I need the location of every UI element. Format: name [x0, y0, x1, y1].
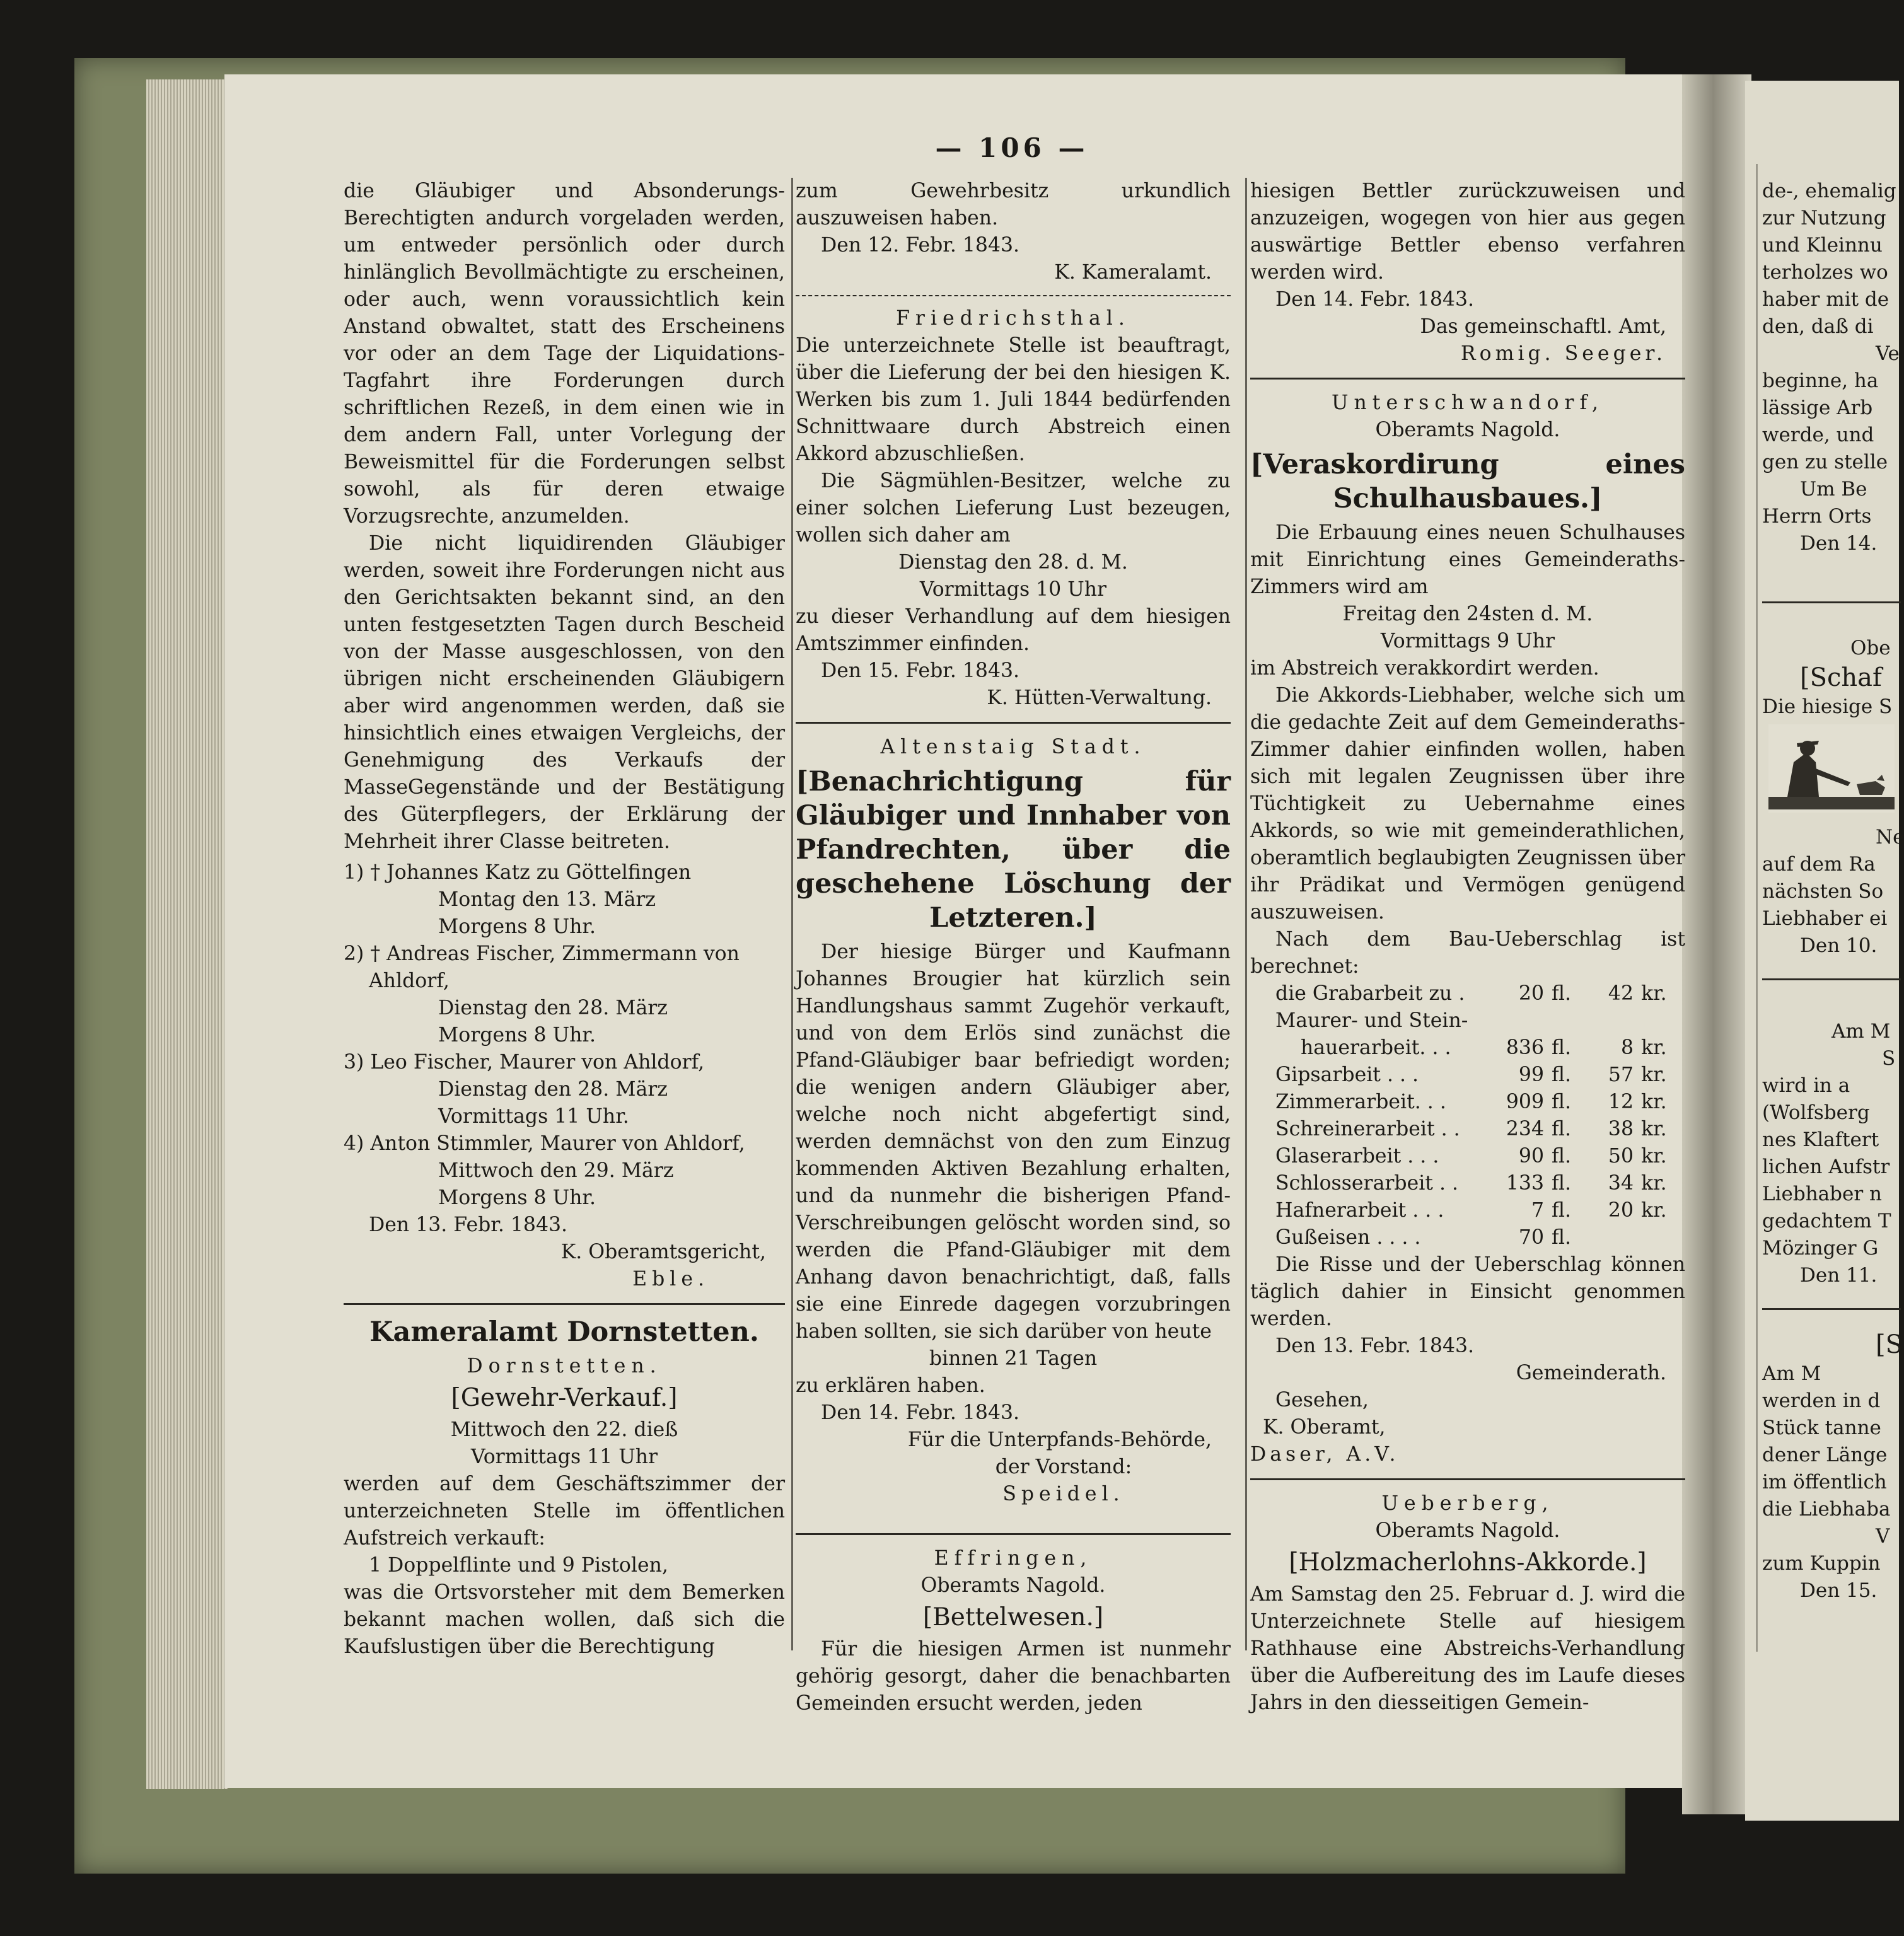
notice-time: Vormittags 9 Uhr — [1380, 630, 1555, 652]
paragraph: Der hiesige Bürger und Kaufmann Johannes Brougier hat kürzlich sein Handlungshaus sammt Zugehör verkauft, und von dem Erlös sind zunächst die Pfand-Gläubiger baar befriedigt worden; die wenigen andern Gläubiger aber, welche noch nicht abgefertigt sind, werden demnächst von den zum Einzug kommenden Aktiven Bezahlung erhalten, und da nunmehr die bisherigen Pfand-Verschreibungen gelöscht worden sind, so werden die Pfand-Gläubiger mit dem Anhang davon benachrichtigt, daß, falls sie eine Einrede dagegen vorzubringen haben sollten, sie sich darüber von heute — [796, 941, 1231, 1343]
text-line: S — [1882, 1047, 1896, 1070]
column-3 — [1250, 178, 1685, 1717]
cost-kr-unit: kr. — [1641, 1145, 1667, 1168]
cost-item: Gußeisen . . . . — [1275, 1226, 1421, 1249]
table-row — [1250, 1197, 1685, 1224]
notice-signer: Romig. Seeger. — [1460, 342, 1666, 365]
section-rule — [1762, 601, 1901, 603]
cost-item: Glaserarbeit . . . — [1275, 1145, 1439, 1168]
text-line: Liebhaber n — [1762, 1183, 1882, 1205]
text-line: gedachtem T — [1762, 1210, 1891, 1232]
notice-signer: Speidel. — [1002, 1483, 1125, 1505]
column-divider — [1245, 178, 1247, 1650]
text-line: dener Länge — [1762, 1444, 1888, 1466]
table-row — [1250, 1062, 1685, 1089]
paragraph: Für die hiesigen Armen ist nunmehr gehörig gesorgt, daher die benachbarten Gemeinden ersucht werden, jeden — [796, 1638, 1231, 1715]
text-line: wird in a — [1762, 1074, 1850, 1097]
paragraph: im Abstreich verakkordirt werden. — [1250, 657, 1599, 680]
cost-fl-unit — [1544, 1007, 1596, 1035]
cost-item: Maurer- und Stein- — [1275, 1009, 1468, 1032]
cost-kr-unit: kr. — [1641, 1172, 1667, 1195]
column-2 — [796, 178, 1231, 1717]
notice-seen: Gesehen, — [1275, 1389, 1369, 1411]
cost-fl — [1468, 1007, 1544, 1035]
cost-fl-unit: fl. — [1552, 1145, 1572, 1168]
paragraph: zum Gewehrbesitz urkundlich auszuweisen haben. — [796, 180, 1231, 229]
notice-signature: der Vorstand: — [995, 1456, 1132, 1478]
cost-item: Gipsarbeit . . . — [1275, 1064, 1419, 1086]
cost-fl-unit: fl. — [1552, 1172, 1572, 1195]
list-item-name: 1) † Johannes Katz zu Göttelfingen — [344, 861, 692, 884]
cost-kr-unit: kr. — [1641, 982, 1667, 1005]
text-line: Am M — [1831, 1020, 1891, 1043]
paragraph: werden auf dem Geschäftszimmer der unterzeichneten Stelle im öffentlichen Aufstreich verkauft: — [344, 1473, 785, 1550]
cost-fl-unit: fl. — [1552, 1091, 1572, 1113]
text-line: Herrn Orts — [1762, 505, 1872, 528]
cost-kr: 20 — [1608, 1199, 1634, 1222]
text-line: beginne, ha — [1762, 369, 1879, 392]
table-row — [1250, 1007, 1685, 1035]
cost-kr-unit: kr. — [1641, 1091, 1667, 1113]
notice-date: Den 12. Febr. 1843. — [821, 234, 1020, 257]
paragraph: Die Erbauung eines neuen Schulhauses mit Einrichtung eines Gemeinderaths-Zimmers wird am — [1250, 521, 1685, 598]
cost-fl-unit: fl. — [1552, 1036, 1572, 1059]
hearing-list — [344, 859, 785, 1212]
cost-kr-unit: kr. — [1641, 1199, 1667, 1222]
cost-fl: 99 — [1518, 1064, 1544, 1086]
notice-signature: K. Hütten-Verwaltung. — [987, 687, 1212, 709]
list-item-name: 2) † Andreas Fischer, Zimmermann von Ahldorf, — [344, 942, 740, 992]
list-item-day: Montag den 13. März — [438, 888, 656, 911]
text-line: lässige Arb — [1762, 397, 1873, 419]
notice-district: Oberamts Nagold. — [920, 1574, 1106, 1597]
cost-fl: 909 — [1506, 1091, 1544, 1113]
text-line: de-, ehemalig — [1762, 180, 1896, 202]
cost-fl-unit: fl. — [1552, 1064, 1572, 1086]
cost-fl: 133 — [1506, 1172, 1544, 1195]
cost-item: hauerarbeit. . . — [1301, 1036, 1451, 1059]
notice-signature: Gemeinderath. — [1516, 1362, 1666, 1384]
cost-kr — [1596, 1224, 1634, 1251]
notice-signature: Für die Unterpfands-Behörde, — [907, 1429, 1212, 1451]
notice-time: Vormittags 10 Uhr — [919, 578, 1107, 601]
paragraph: Die nicht liquidirenden Gläubiger werden, soweit ihre Forderungen nicht aus den Gerichtsakten bekannt sind, an den unten festgesetzten Tagen durch Bescheid von der Masse ausgeschlossen, von den übrigen nicht erscheinenden Gläubigern aber wird angenommen werden, daß sie hinsichtlich eines etwaigen Vergleichs, der Genehmigung des Verkaufs der MasseGegenstände und der Bestätigung des Güterpflegers, der Erklärung der Mehrheit ihrer Classe beitreten. — [344, 532, 785, 853]
list-item-day: Dienstag den 28. März — [438, 1078, 668, 1101]
notice-place: Unterschwandorf, — [1331, 391, 1605, 414]
notice-date: Den 15. Febr. 1843. — [821, 659, 1020, 682]
notice-title: [Benachrichtigung für Gläubiger und Innhaber von Pfandrechten, über die geschehene Löschung der Letzteren.] — [796, 766, 1231, 934]
cost-fl-unit: fl. — [1552, 1199, 1572, 1222]
section-rule — [1250, 1478, 1685, 1480]
text-line: Den 14. — [1800, 532, 1878, 555]
notice-time: Vormittags 11 Uhr — [470, 1446, 658, 1468]
text-line: Den 10. — [1800, 934, 1878, 957]
cost-item: Schlosserarbeit . . — [1275, 1172, 1459, 1195]
text-line: terholzes wo — [1762, 261, 1888, 284]
cost-fl: 70 — [1518, 1226, 1544, 1249]
column-4-partial — [1762, 178, 1904, 1604]
text-line: zur Nutzung — [1762, 207, 1886, 229]
list-item-name: 3) Leo Fischer, Maurer von Ahldorf, — [344, 1051, 705, 1074]
text-line: nächsten So — [1762, 880, 1884, 903]
notice-day: Mittwoch den 22. dieß — [450, 1418, 678, 1441]
text-line: V — [1876, 1525, 1890, 1548]
text-line: haber mit de — [1762, 288, 1889, 311]
paragraph: zu erklären haben. — [796, 1374, 985, 1397]
cost-item: Zimmerarbeit. . . — [1275, 1091, 1446, 1113]
text-line: Am M — [1762, 1362, 1821, 1385]
notice-title: [Bettelwesen.] — [922, 1603, 1104, 1632]
notice-day: Dienstag den 28. d. M. — [898, 551, 1128, 574]
text-line: zum Kuppin — [1762, 1552, 1881, 1575]
text-line: die Liebhaba — [1762, 1498, 1891, 1521]
cost-kr: 38 — [1608, 1118, 1634, 1140]
notice-signature: K. Kameralamt. — [1054, 261, 1212, 284]
cost-kr: 42 — [1608, 982, 1634, 1005]
text-line: (Wolfsberg — [1762, 1101, 1870, 1124]
text-line: [Schaf — [1800, 663, 1882, 692]
cost-kr-unit — [1634, 1007, 1685, 1035]
table-row — [1250, 1170, 1685, 1197]
column-divider — [791, 178, 793, 1650]
paragraph: Die Akkords-Liebhaber, welche sich um die gedachte Zeit auf dem Gemeinderaths-Zimmer dahier einfinden wollen, haben sich mit legalen Zeugnissen über ihre Tüchtigkeit zu Uebernahme eines Akkords, so wie mit gemeinderathlichen, oberamtlich beglaubigten Zeugnissen über ihr Prädikat und Vermögen genügend auszuweisen. — [1250, 684, 1685, 924]
text-line: [S — [1876, 1330, 1903, 1359]
table-row — [1250, 1224, 1685, 1251]
notice-office: Kameralamt Dornstetten. — [369, 1316, 759, 1348]
notice-title: [Veraskordirung eines Schulhausbaues.] — [1250, 449, 1685, 514]
cost-item: Schreinerarbeit . . — [1275, 1118, 1460, 1140]
table-row — [1250, 1089, 1685, 1116]
notice-title: [Holzmacherlohns-Akkorde.] — [1289, 1548, 1647, 1577]
text-line: im öffentlich — [1762, 1471, 1887, 1493]
text-line: lichen Aufstr — [1762, 1156, 1890, 1178]
text-line: den, daß di — [1762, 315, 1874, 338]
notice-place: Friedrichsthal. — [896, 307, 1130, 330]
text-line: Um Be — [1800, 478, 1867, 501]
paragraph: die Gläubiger und Absonderungs-Berechtigten andurch vorgeladen werden, um entweder persönlich oder durch hinlänglich Bevollmächtigte zu erscheinen, oder auch, wenn voraussichtlich kein Anstand obwaltet, statt des Erscheinens vor oder an dem Tage der Liquidations-Tagfahrt ihre Forderungen durch schriftlichen Rezeß, in dem einen wie in dem andern Fall, unter Vorlegung der Beweismittel für die Forderungen selbst sowohl, als für deren etwaige Vorzugsrechte, anzumelden. — [344, 180, 785, 528]
list-item-time: Morgens 8 Uhr. — [438, 915, 596, 938]
cost-item: die Grabarbeit zu . — [1275, 982, 1465, 1005]
text-line: nes Klaftert — [1762, 1128, 1879, 1151]
list-item — [344, 1049, 785, 1130]
text-line: Den 11. — [1800, 1264, 1878, 1287]
cost-fl-unit: fl. — [1552, 1118, 1572, 1140]
cost-kr-unit: kr. — [1641, 1036, 1667, 1059]
text-line: Mözinger G — [1762, 1237, 1879, 1260]
list-item-name: 4) Anton Stimmler, Maurer von Ahldorf, — [344, 1132, 745, 1155]
list-item-day: Dienstag den 28. März — [438, 997, 668, 1019]
notice-office: K. Oberamt, — [1263, 1416, 1386, 1439]
text-line: Den 15. — [1800, 1579, 1878, 1602]
cost-kr: 57 — [1608, 1064, 1634, 1086]
paragraph: was die Ortsvorsteher mit dem Bemerken bekannt machen wollen, daß sich die Kaufslustigen über die Berechtigung — [344, 1581, 785, 1658]
text-line: werden in d — [1762, 1389, 1881, 1412]
paragraph: Am Samstag den 25. Februar d. J. wird die Unterzeichnete Stelle auf hiesigem Rathhause eine Abstreichs-Verhandlung über die Aufbereitung des im Laufe dieses Jahrs in den diesseitigen Gemein- — [1250, 1583, 1685, 1714]
cost-kr: 50 — [1608, 1145, 1634, 1168]
notice-date: Den 13. Febr. 1843. — [1275, 1335, 1475, 1357]
list-item — [344, 859, 785, 941]
page-edges — [146, 79, 228, 1789]
section-rule — [344, 1303, 785, 1305]
cost-fl-unit: fl. — [1552, 982, 1572, 1005]
notice-district: Oberamts Nagold. — [1375, 1519, 1560, 1542]
text-line: Ve — [1876, 342, 1900, 365]
list-item-day: Mittwoch den 29. März — [438, 1159, 674, 1182]
cost-fl: 7 — [1531, 1199, 1544, 1222]
notice-date: Den 14. Febr. 1843. — [821, 1401, 1020, 1424]
text-line: werde, und — [1762, 424, 1874, 446]
text-line: und Kleinnu — [1762, 234, 1883, 257]
cost-fl-unit: fl. — [1552, 1226, 1572, 1249]
cost-kr: 34 — [1608, 1172, 1634, 1195]
page-number: — 106 — — [935, 132, 1089, 163]
section-rule — [1250, 378, 1685, 380]
book-gutter — [1682, 74, 1751, 1814]
notice-title: [Gewehr-Verkauf.] — [451, 1384, 678, 1412]
paragraph: Die Risse und der Ueberschlag können täglich dahier in Einsicht genommen werden. — [1250, 1253, 1685, 1330]
cost-item: Hafnerarbeit . . . — [1275, 1199, 1444, 1222]
notice-date: Den 14. Febr. 1843. — [1275, 288, 1475, 311]
cost-kr: 8 — [1620, 1036, 1634, 1059]
notice-item: 1 Doppelflinte und 9 Pistolen, — [369, 1554, 668, 1577]
text-line: Stück tanne — [1762, 1417, 1881, 1439]
notice-place: Altenstaig Stadt. — [880, 736, 1146, 758]
notice-place: Effringen, — [934, 1547, 1093, 1570]
cost-fl: 20 — [1518, 982, 1544, 1005]
notice-signature: K. Oberamtsgericht, — [560, 1241, 766, 1263]
list-item-time: Morgens 8 Uhr. — [438, 1186, 596, 1209]
list-item-time: Vormittags 11 Uhr. — [438, 1105, 629, 1128]
notice-day: Freitag den 24sten d. M. — [1342, 603, 1593, 625]
section-rule — [796, 1533, 1231, 1535]
notice-signature: Das gemeinschaftl. Amt, — [1420, 315, 1666, 338]
notice-signer: Daser, A.V. — [1250, 1443, 1400, 1466]
text-line: Die hiesige S — [1762, 695, 1893, 718]
cost-kr — [1596, 1007, 1634, 1035]
woodcut-illustration — [1768, 724, 1895, 813]
paragraph: zu dieser Verhandlung auf dem hiesigen Amtszimmer einfinden. — [796, 605, 1231, 655]
cost-table — [1250, 980, 1685, 1251]
list-item — [344, 1130, 785, 1212]
text-line: gen zu stelle — [1762, 451, 1888, 473]
column-1 — [344, 178, 785, 1661]
cost-kr-unit: kr. — [1641, 1118, 1667, 1140]
section-rule — [1762, 978, 1901, 980]
cost-kr-unit: kr. — [1641, 1064, 1667, 1086]
text-line: Liebhaber ei — [1762, 907, 1888, 930]
table-row — [1250, 1035, 1685, 1062]
column-divider — [1756, 164, 1758, 1652]
notice-place: Dornstetten. — [467, 1355, 662, 1377]
paragraph: Die Sägmühlen-Besitzer, welche zu einer solchen Lieferung Lust bezeugen, wollen sich daher am — [796, 470, 1231, 547]
notice-period: binnen 21 Tagen — [929, 1347, 1098, 1370]
notice-place: Ueberberg, — [1381, 1492, 1554, 1515]
text-line: auf dem Ra — [1762, 853, 1876, 876]
paragraph: Die unterzeichnete Stelle ist beauftragt, über die Lieferung der bei den hiesigen K. Werken bis zum 1. Juli 1844 bedürfenden Schnittwaare durch Abstreich einen Akkord abzuschließen. — [796, 334, 1231, 465]
text-line: Ne — [1876, 826, 1904, 849]
table-row — [1250, 1116, 1685, 1143]
paragraph: hiesigen Bettler zurückzuweisen und anzuzeigen, wogegen von hier aus gegen auswärtige Bettler ebenso verfahren werden wird. — [1250, 180, 1685, 284]
section-rule — [796, 295, 1231, 296]
list-item — [344, 941, 785, 1049]
list-item-time: Morgens 8 Uhr. — [438, 1024, 596, 1046]
cost-fl: 90 — [1518, 1145, 1544, 1168]
notice-district: Oberamts Nagold. — [1375, 419, 1560, 441]
cost-fl: 836 — [1506, 1036, 1544, 1059]
cost-kr: 12 — [1608, 1091, 1634, 1113]
table-row — [1250, 1143, 1685, 1170]
section-rule — [796, 722, 1231, 724]
paragraph: Nach dem Bau-Ueberschlag ist berechnet: — [1250, 928, 1685, 978]
section-rule — [1762, 1308, 1901, 1310]
notice-date: Den 13. Febr. 1843. — [369, 1214, 568, 1236]
table-row — [1250, 980, 1685, 1007]
cost-fl: 234 — [1506, 1118, 1544, 1140]
text-line: Obe — [1850, 637, 1891, 659]
notice-signer: Eble. — [632, 1268, 709, 1290]
cost-kr-unit — [1634, 1224, 1685, 1251]
